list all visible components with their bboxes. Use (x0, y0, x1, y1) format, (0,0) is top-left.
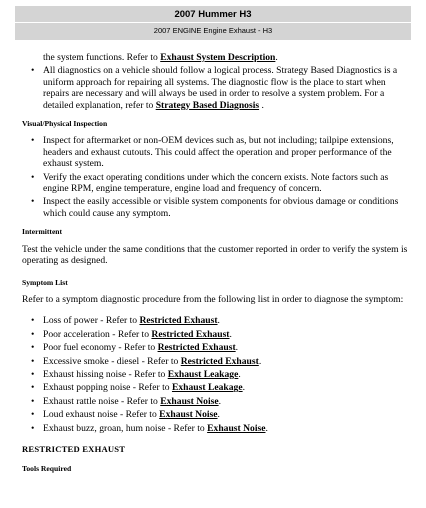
list-item (22, 423, 414, 434)
list-item (22, 315, 414, 326)
symptom-link[interactable]: Restricted Exhaust (139, 315, 218, 327)
symptom-list (22, 315, 414, 434)
symptom-end: . (258, 355, 262, 367)
continued-end: . (275, 52, 278, 63)
symptom-end: . (218, 395, 222, 407)
bullet-icon: • (31, 135, 35, 147)
header-divider (15, 22, 411, 23)
bullet-icon: • (31, 382, 35, 394)
document-body (22, 52, 414, 481)
symptom-intro-text: Refer to a symptom diagnostic procedure from the following list in order to diagnose the symptom: (22, 293, 404, 305)
symptom-text: Exhaust buzz, groan, hum noise - Refer to (43, 422, 208, 434)
symptom-text: Loud exhaust noise - Refer to (43, 409, 160, 421)
symptom-end: . (229, 328, 232, 340)
visual-inspection-heading: Visual/Physical Inspection (22, 119, 108, 129)
intro-list (22, 65, 414, 111)
strategy-based-diagnosis-link[interactable]: Strategy Based Diagnosis (155, 99, 260, 111)
bullet-icon: • (31, 65, 35, 77)
symptom-list-heading: Symptom List (22, 277, 68, 287)
symptom-end: . (217, 315, 220, 327)
bullet-icon: • (31, 196, 35, 208)
list-item (22, 382, 414, 393)
list-item (22, 135, 414, 169)
list-item-text: Inspect for aftermarket or non-OEM devices such as, but not including; tailpipe extensions, headers and exhaust cutouts. This could affect the operation and proper performance of the exhaust system. (43, 135, 394, 170)
visual-inspection-list (22, 135, 414, 219)
symptom-text: Poor acceleration - Refer to (43, 328, 152, 340)
symptom-link[interactable]: Exhaust Noise (159, 409, 218, 421)
symptom-text: Exhaust hissing noise - Refer to (43, 368, 168, 380)
bullet-icon: • (31, 342, 35, 354)
list-item (22, 396, 414, 407)
symptom-link[interactable]: Exhaust Leakage (171, 382, 243, 394)
symptom-text: Poor fuel economy - Refer to (43, 342, 158, 354)
bullet-icon: • (31, 409, 35, 421)
list-item-text: All diagnostics on a vehicle should follow a logical process. Strategy Based Diagnostics is a uniform approach for repairing all systems. The diagnostic flow is the place to start when repairs are necessary and will always be used in order to resolve a system problem. For a detailed explanation, refer to (43, 65, 398, 111)
bullet-icon: • (31, 315, 35, 327)
list-item (22, 65, 414, 111)
tools-required-heading: Tools Required (22, 464, 72, 474)
list-item (22, 329, 414, 340)
list-item-end: . (259, 99, 264, 111)
continued-paragraph (22, 52, 414, 63)
intermittent-text: Test the vehicle under the same conditions that the customer reported in order to verify the system is operating as designed. (22, 243, 408, 267)
symptom-end: . (242, 382, 246, 394)
continued-text: the system functions. Refer to (43, 52, 161, 63)
bullet-icon: • (31, 328, 35, 340)
list-item (22, 196, 414, 219)
bullet-icon: • (31, 368, 35, 380)
list-item (22, 356, 414, 367)
symptom-end: . (238, 368, 241, 380)
exhaust-system-description-link[interactable]: Exhaust System Description (160, 52, 276, 63)
symptom-link[interactable]: Restricted Exhaust (157, 342, 236, 354)
list-item (22, 409, 414, 420)
symptom-end: . (217, 409, 220, 421)
list-item (22, 342, 414, 353)
symptom-link[interactable]: Exhaust Noise (207, 422, 266, 434)
bullet-icon: • (31, 422, 35, 434)
symptom-link[interactable]: Restricted Exhaust (180, 355, 259, 367)
document-header (15, 6, 411, 40)
header-subtitle: 2007 ENGINE Engine Exhaust - H3 (153, 26, 273, 35)
header-title: 2007 Hummer H3 (174, 9, 252, 20)
symptom-link[interactable]: Exhaust Leakage (167, 368, 239, 380)
list-item-text: Verify the exact operating conditions under which the concern exists. Note factors such as engine RPM, engine temperature, engine load and frequency of concern. (43, 171, 389, 195)
list-item (22, 369, 414, 380)
bullet-icon: • (31, 171, 35, 183)
restricted-exhaust-heading: RESTRICTED EXHAUST (22, 443, 126, 454)
symptom-link[interactable]: Exhaust Noise (160, 395, 219, 407)
intermittent-heading: Intermittent (22, 227, 63, 237)
bullet-icon: • (31, 395, 35, 407)
list-item-text: Inspect the easily accessible or visible system components for obvious damage or conditions which could cause any symptom. (43, 196, 399, 219)
bullet-icon: • (31, 355, 35, 367)
symptom-text: Exhaust rattle noise - Refer to (43, 395, 161, 407)
list-item (22, 172, 414, 195)
symptom-text: Loss of power - Refer to (43, 315, 140, 327)
symptom-link[interactable]: Restricted Exhaust (151, 328, 230, 340)
symptom-end: . (235, 342, 239, 354)
symptom-text: Exhaust popping noise - Refer to (43, 382, 172, 394)
symptom-end: . (265, 422, 268, 434)
symptom-text: Excessive smoke - diesel - Refer to (43, 355, 181, 367)
